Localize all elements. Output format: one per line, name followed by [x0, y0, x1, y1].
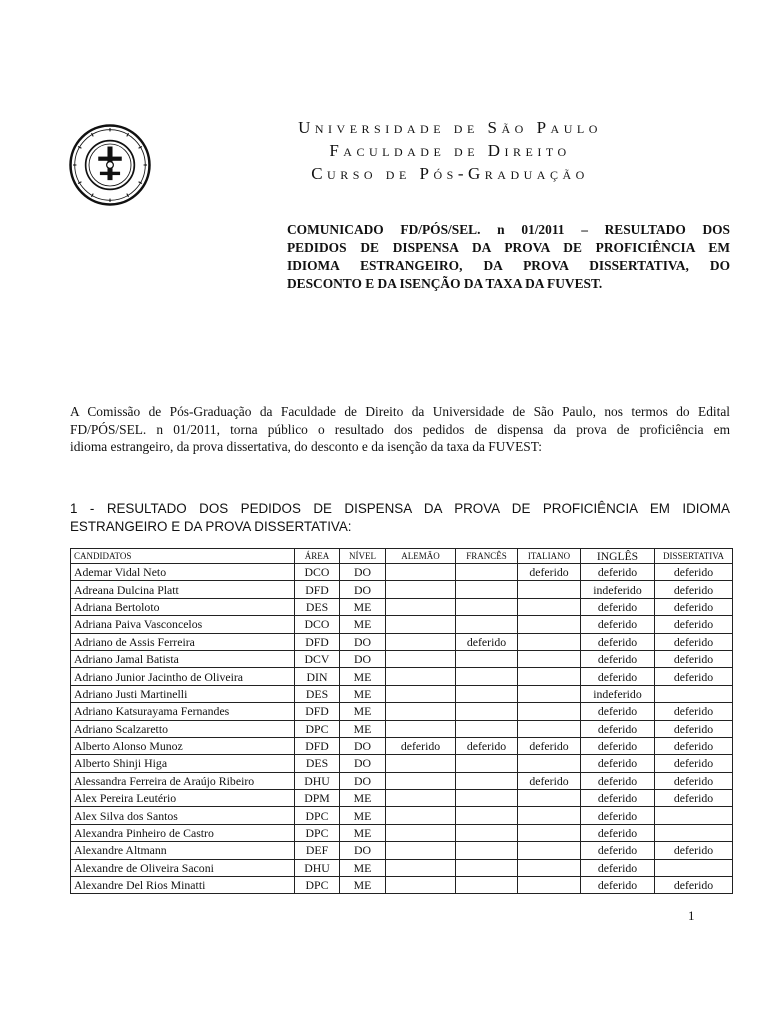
table-row — [71, 598, 733, 615]
cell-nivel: ME — [340, 598, 386, 615]
column-header-ingles: INGLÊS — [581, 549, 655, 564]
cell-candidato: Adriana Bertoloto — [71, 598, 295, 615]
cell-candidato: Adriano Scalzaretto — [71, 720, 295, 737]
table-row — [71, 720, 733, 737]
table-row — [71, 616, 733, 633]
comunicado-line: DESCONTO E DA ISENÇÃO DA TAXA DA FUVEST. — [287, 276, 603, 291]
cell-ingles: deferido — [581, 859, 655, 876]
cell-nivel: DO — [340, 842, 386, 859]
table-row — [71, 842, 733, 859]
cell-ingles: deferido — [581, 842, 655, 859]
cell-ingles: deferido — [581, 755, 655, 772]
cell-nivel: ME — [340, 807, 386, 824]
cell-frances — [456, 755, 518, 772]
cell-dissertativa — [655, 824, 733, 841]
intro-paragraph — [70, 403, 730, 456]
cell-alemao — [386, 842, 456, 859]
cell-candidato: Alessandra Ferreira de Araújo Ribeiro — [71, 772, 295, 789]
cell-dissertativa: deferido — [655, 633, 733, 650]
column-header-frances: FRANCÊS — [456, 549, 518, 564]
cell-ingles: deferido — [581, 772, 655, 789]
cell-alemao — [386, 877, 456, 894]
seal-emblem-icon — [68, 123, 152, 207]
table-header-row — [71, 549, 733, 564]
cell-candidato: Alberto Alonso Munoz — [71, 737, 295, 754]
comunicado-line: COMUNICADO FD/PÓS/SEL. n 01/2011 – RESULTADO DOS — [287, 222, 730, 237]
table-row — [71, 807, 733, 824]
cell-dissertativa: deferido — [655, 598, 733, 615]
table-row — [71, 668, 733, 685]
column-header-area: ÁREA — [295, 549, 340, 564]
cell-alemao — [386, 807, 456, 824]
cell-area: DES — [295, 755, 340, 772]
cell-frances — [456, 703, 518, 720]
intro-line: idioma estrangeiro, da prova dissertativa, do desconto e da isenção da taxa da FUVEST: — [70, 439, 542, 454]
cell-dissertativa: deferido — [655, 772, 733, 789]
cell-ingles: deferido — [581, 877, 655, 894]
cell-nivel: DO — [340, 650, 386, 667]
table-row — [71, 564, 733, 581]
cell-italiano — [518, 685, 581, 702]
header-faculty: Faculdade de Direito — [329, 141, 571, 160]
cell-candidato: Alex Pereira Leutério — [71, 790, 295, 807]
cell-candidato: Alex Silva dos Santos — [71, 807, 295, 824]
cell-area: DPC — [295, 824, 340, 841]
cell-dissertativa: deferido — [655, 790, 733, 807]
cell-frances — [456, 581, 518, 598]
comunicado-line: PEDIDOS DE DISPENSA DA PROVA DE PROFICIÊNCIA EM — [287, 240, 730, 255]
cell-frances — [456, 790, 518, 807]
table-row — [71, 859, 733, 876]
cell-ingles: deferido — [581, 703, 655, 720]
cell-dissertativa: deferido — [655, 703, 733, 720]
cell-alemao: deferido — [386, 737, 456, 754]
cell-alemao — [386, 772, 456, 789]
cell-nivel: DO — [340, 581, 386, 598]
cell-italiano: deferido — [518, 772, 581, 789]
table-row — [71, 703, 733, 720]
cell-alemao — [386, 703, 456, 720]
cell-candidato: Alexandre Altmann — [71, 842, 295, 859]
cell-area: DPM — [295, 790, 340, 807]
cell-frances — [456, 598, 518, 615]
cell-frances — [456, 772, 518, 789]
cell-area: DPC — [295, 807, 340, 824]
table-row — [71, 581, 733, 598]
cell-italiano — [518, 755, 581, 772]
cell-italiano — [518, 703, 581, 720]
table-row — [71, 755, 733, 772]
cell-frances — [456, 824, 518, 841]
cell-candidato: Ademar Vidal Neto — [71, 564, 295, 581]
cell-area: DHU — [295, 772, 340, 789]
cell-nivel: ME — [340, 877, 386, 894]
cell-candidato: Adriano Justi Martinelli — [71, 685, 295, 702]
cell-frances — [456, 685, 518, 702]
section-1-heading — [70, 500, 730, 536]
cell-ingles: deferido — [581, 598, 655, 615]
cell-ingles: deferido — [581, 824, 655, 841]
cell-italiano — [518, 824, 581, 841]
cell-candidato: Alberto Shinji Higa — [71, 755, 295, 772]
cell-dissertativa: deferido — [655, 737, 733, 754]
cell-nivel: ME — [340, 685, 386, 702]
intro-line: A Comissão de Pós-Graduação da Faculdade de Direito da Universidade de São Paulo, nos termos do Edital — [70, 404, 730, 419]
cell-alemao — [386, 668, 456, 685]
column-header-alemao: ALEMÃO — [386, 549, 456, 564]
cell-area: DEF — [295, 842, 340, 859]
cell-area: DES — [295, 685, 340, 702]
table-row — [71, 877, 733, 894]
cell-area: DHU — [295, 859, 340, 876]
cell-ingles: deferido — [581, 807, 655, 824]
cell-alemao — [386, 824, 456, 841]
cell-dissertativa: deferido — [655, 720, 733, 737]
cell-ingles: deferido — [581, 737, 655, 754]
table-row — [71, 790, 733, 807]
cell-candidato: Adriano Junior Jacintho de Oliveira — [71, 668, 295, 685]
cell-italiano — [518, 650, 581, 667]
cell-italiano — [518, 720, 581, 737]
cell-italiano — [518, 616, 581, 633]
cell-candidato: Alexandra Pinheiro de Castro — [71, 824, 295, 841]
cell-candidato: Adriano de Assis Ferreira — [71, 633, 295, 650]
cell-dissertativa — [655, 859, 733, 876]
cell-ingles: deferido — [581, 616, 655, 633]
column-header-candidatos: CANDIDATOS — [71, 549, 295, 564]
cell-ingles: indeferido — [581, 581, 655, 598]
cell-nivel: ME — [340, 616, 386, 633]
cell-frances: deferido — [456, 737, 518, 754]
cell-area: DCO — [295, 616, 340, 633]
cell-alemao — [386, 616, 456, 633]
cell-frances — [456, 616, 518, 633]
table-row — [71, 737, 733, 754]
cell-dissertativa: deferido — [655, 581, 733, 598]
cell-alemao — [386, 598, 456, 615]
cell-dissertativa: deferido — [655, 755, 733, 772]
table-body — [71, 564, 733, 894]
column-header-nivel: NÍVEL — [340, 549, 386, 564]
cell-nivel: ME — [340, 668, 386, 685]
cell-alemao — [386, 581, 456, 598]
cell-frances — [456, 564, 518, 581]
cell-area: DFD — [295, 737, 340, 754]
cell-nivel: DO — [340, 633, 386, 650]
cell-italiano — [518, 598, 581, 615]
cell-alemao — [386, 790, 456, 807]
cell-alemao — [386, 755, 456, 772]
cell-nivel: DO — [340, 737, 386, 754]
comunicado-line: IDIOMA ESTRANGEIRO, DA PROVA DISSERTATIVA, DO — [287, 258, 730, 273]
column-header-dissertativa: DISSERTATIVA — [655, 549, 733, 564]
cell-italiano — [518, 633, 581, 650]
cell-dissertativa: deferido — [655, 616, 733, 633]
cell-alemao — [386, 633, 456, 650]
comunicado-title — [287, 221, 730, 293]
cell-nivel: DO — [340, 772, 386, 789]
cell-italiano — [518, 842, 581, 859]
cell-dissertativa: deferido — [655, 650, 733, 667]
cell-area: DIN — [295, 668, 340, 685]
cell-area: DCV — [295, 650, 340, 667]
cell-alemao — [386, 650, 456, 667]
cell-nivel: ME — [340, 720, 386, 737]
cell-ingles: deferido — [581, 564, 655, 581]
cell-area: DFD — [295, 633, 340, 650]
cell-dissertativa — [655, 685, 733, 702]
results-table — [70, 548, 733, 894]
cell-frances — [456, 720, 518, 737]
section-1-line: ESTRANGEIRO E DA PROVA DISSERTATIVA: — [70, 519, 352, 534]
cell-dissertativa: deferido — [655, 842, 733, 859]
cell-candidato: Adreana Dulcina Platt — [71, 581, 295, 598]
university-seal — [68, 123, 152, 207]
cell-italiano — [518, 807, 581, 824]
table-row — [71, 650, 733, 667]
cell-area: DPC — [295, 877, 340, 894]
cell-italiano: deferido — [518, 564, 581, 581]
table-row — [71, 824, 733, 841]
table-row — [71, 633, 733, 650]
cell-dissertativa: deferido — [655, 668, 733, 685]
cell-candidato: Alexandre de Oliveira Saconi — [71, 859, 295, 876]
table-row — [71, 685, 733, 702]
cell-frances — [456, 807, 518, 824]
cell-ingles: deferido — [581, 668, 655, 685]
cell-alemao — [386, 564, 456, 581]
cell-alemao — [386, 685, 456, 702]
cell-frances — [456, 859, 518, 876]
table-row — [71, 772, 733, 789]
cell-nivel: ME — [340, 790, 386, 807]
cell-frances: deferido — [456, 633, 518, 650]
cell-area: DES — [295, 598, 340, 615]
cell-ingles: deferido — [581, 650, 655, 667]
cell-italiano: deferido — [518, 737, 581, 754]
cell-ingles: deferido — [581, 790, 655, 807]
cell-italiano — [518, 790, 581, 807]
cell-dissertativa: deferido — [655, 564, 733, 581]
cell-candidato: Alexandre Del Rios Minatti — [71, 877, 295, 894]
cell-nivel: DO — [340, 564, 386, 581]
cell-nivel: ME — [340, 859, 386, 876]
cell-frances — [456, 842, 518, 859]
cell-italiano — [518, 581, 581, 598]
cell-italiano — [518, 877, 581, 894]
cell-italiano — [518, 859, 581, 876]
intro-line: FD/PÓS/SEL. n 01/2011, torna público o resultado dos pedidos de dispensa da prova de proficiência em — [70, 421, 730, 437]
cell-nivel: DO — [340, 755, 386, 772]
header-course: Curso de Pós-Graduação — [311, 164, 589, 183]
cell-ingles: deferido — [581, 633, 655, 650]
cell-dissertativa: deferido — [655, 877, 733, 894]
cell-area: DFD — [295, 703, 340, 720]
cell-ingles: indeferido — [581, 685, 655, 702]
cell-candidato: Adriana Paiva Vasconcelos — [71, 616, 295, 633]
cell-area: DPC — [295, 720, 340, 737]
header-university: Universidade de São Paulo — [298, 118, 602, 137]
cell-area: DFD — [295, 581, 340, 598]
column-header-italiano: ITALIANO — [518, 549, 581, 564]
cell-alemao — [386, 859, 456, 876]
page-number: 1 — [688, 908, 695, 923]
cell-frances — [456, 650, 518, 667]
cell-area: DCO — [295, 564, 340, 581]
cell-nivel: ME — [340, 703, 386, 720]
cell-ingles: deferido — [581, 720, 655, 737]
cell-frances — [456, 668, 518, 685]
cell-candidato: Adriano Jamal Batista — [71, 650, 295, 667]
cell-nivel: ME — [340, 824, 386, 841]
cell-dissertativa — [655, 807, 733, 824]
section-1-line: 1 - RESULTADO DOS PEDIDOS DE DISPENSA DA PROVA DE PROFICIÊNCIA EM IDIOMA — [70, 501, 730, 516]
cell-italiano — [518, 668, 581, 685]
cell-alemao — [386, 720, 456, 737]
cell-frances — [456, 877, 518, 894]
cell-candidato: Adriano Katsurayama Fernandes — [71, 703, 295, 720]
